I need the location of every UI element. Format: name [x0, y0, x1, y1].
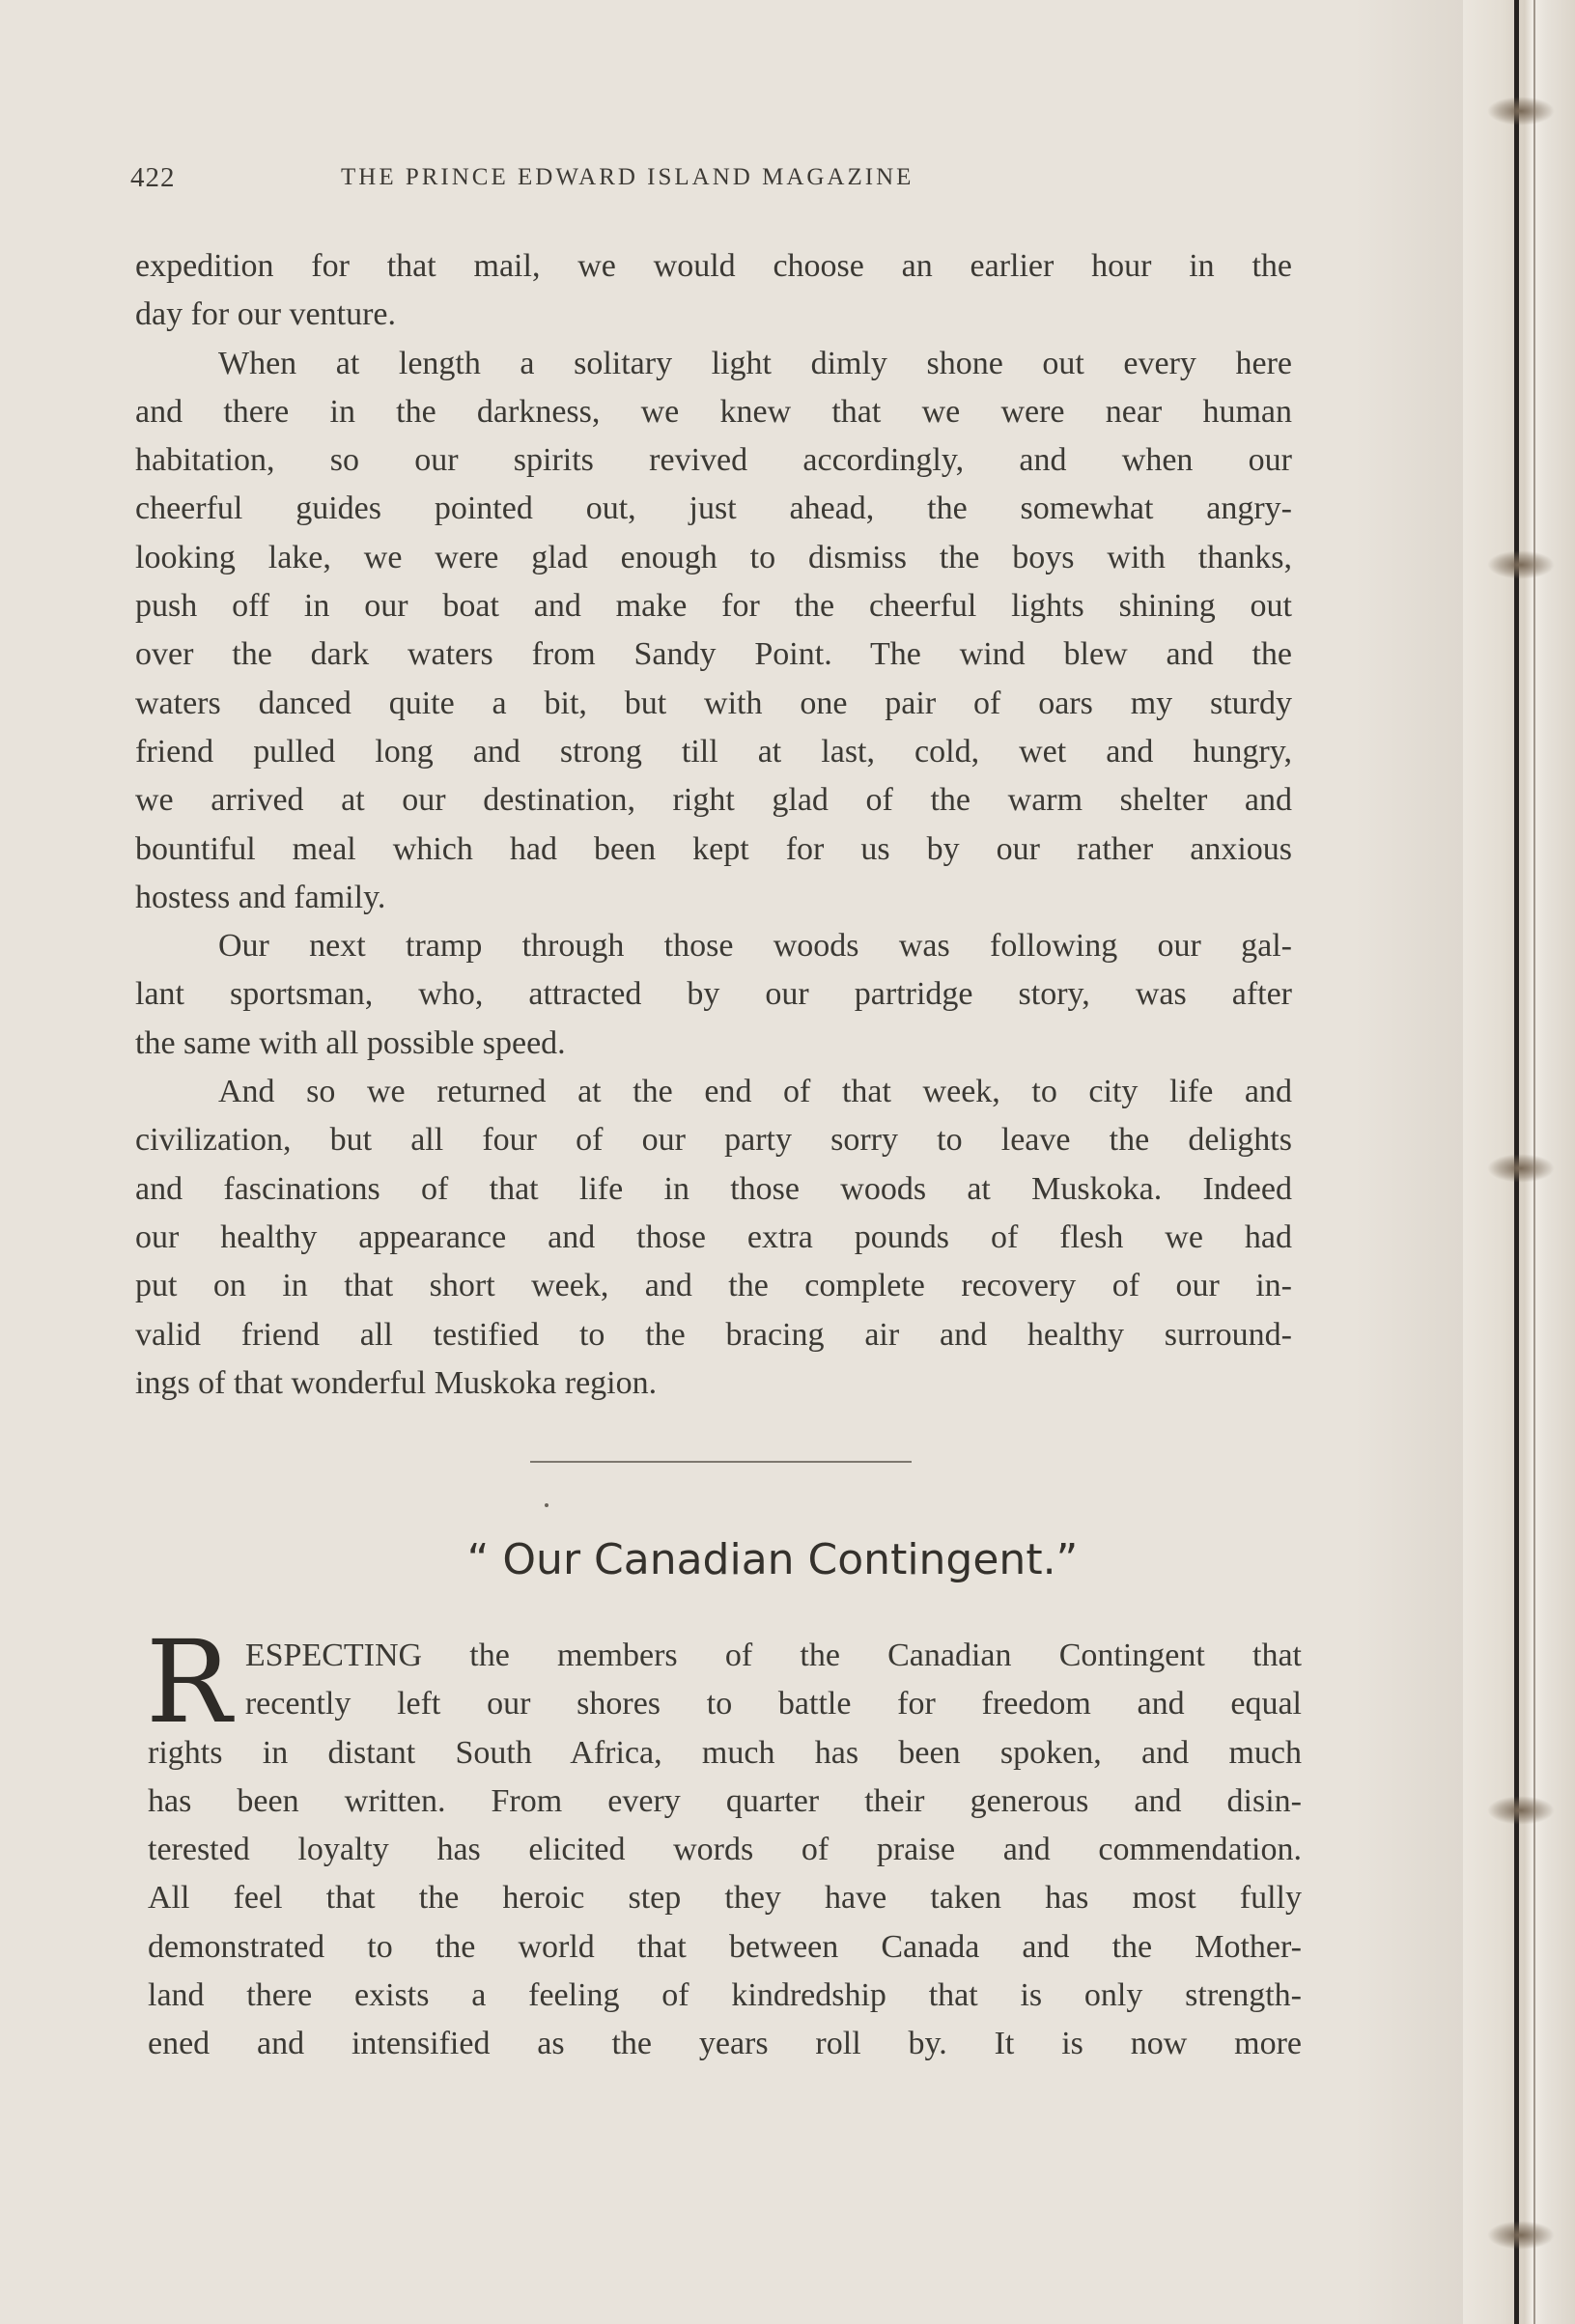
- text-line: When at length a solitary light dimly shone out every here: [218, 345, 1292, 381]
- running-title: THE PRINCE EDWARD ISLAND MAGAZINE: [341, 164, 914, 190]
- text-line: ESPECTING the members of the Canadian Contingent that: [244, 1638, 1302, 1673]
- binding-stitch: [1487, 1796, 1555, 1825]
- binding-stitch: [1487, 97, 1555, 126]
- divider-dot: [545, 1503, 548, 1507]
- text-line: put on in that short week, and the complete recovery of our in-: [135, 1268, 1292, 1304]
- text-line: and fascinations of that life in those woods at Muskoka. Indeed: [135, 1170, 1292, 1207]
- binding-stitch: [1487, 550, 1555, 579]
- text-line: ings of that wonderful Muskoka region.: [135, 1364, 658, 1401]
- text-line: demonstrated to the world that between Canada and the Mother-: [148, 1928, 1302, 1965]
- text-line: day for our venture.: [135, 296, 397, 333]
- text-line: waters danced quite a bit, but with one pair of oars my sturdy: [135, 685, 1292, 721]
- binding-stitch: [1487, 1154, 1555, 1183]
- text-line: over the dark waters from Sandy Point. The wind blew and the: [135, 636, 1292, 673]
- text-line: And so we returned at the end of that week, to city life and: [218, 1074, 1292, 1110]
- text-line: habitation, so our spirits revived accordingly, and when our: [135, 442, 1292, 479]
- text-line: friend pulled long and strong till at last, cold, wet and hungry,: [135, 733, 1292, 770]
- text-line: lant sportsman, who, attracted by our partridge story, was after: [135, 976, 1292, 1013]
- section-divider: [530, 1461, 912, 1463]
- text-line: has been written. From every quarter their generous and disin-: [148, 1782, 1302, 1819]
- text-line: rights in distant South Africa, much has been spoken, and much: [148, 1734, 1302, 1771]
- text-line: ened and intensified as the years roll by. It is now more: [148, 2026, 1302, 2062]
- text-line: valid friend all testified to the bracing air and healthy surround-: [135, 1316, 1292, 1353]
- text-line: our healthy appearance and those extra pounds of flesh we had: [135, 1218, 1292, 1255]
- text-line: hostess and family.: [135, 879, 386, 915]
- page-number: 422: [130, 162, 176, 193]
- text-line: expedition for that mail, we would choose an earlier hour in the: [135, 248, 1292, 284]
- text-line: the same with all possible speed.: [135, 1024, 566, 1061]
- text-line: civilization, but all four of our party sorry to leave the delights: [135, 1122, 1292, 1159]
- text-line: cheerful guides pointed out, just ahead, the somewhat angry-: [135, 490, 1292, 527]
- page-header: [130, 162, 1096, 201]
- text-line: we arrived at our destination, right glad of the warm shelter and: [135, 782, 1292, 819]
- text-line: All feel that the heroic step they have taken has most fully: [148, 1880, 1302, 1917]
- article-body: [146, 1615, 1302, 2069]
- text-line: Our next tramp through those woods was following our gal-: [218, 928, 1292, 965]
- text-line: recently left our shores to battle for freedom and equal: [244, 1686, 1302, 1722]
- text-line: terested loyalty has elicited words of praise and commendation.: [148, 1832, 1302, 1868]
- text-line: and there in the darkness, we knew that we were near human: [135, 393, 1292, 430]
- text-line: land there exists a feeling of kindredship that is only strength-: [148, 1977, 1302, 2014]
- text-line: bountiful meal which had been kept for us by our rather anxious: [135, 830, 1292, 867]
- text-line: looking lake, we were glad enough to dismiss the boys with thanks,: [135, 539, 1292, 575]
- drop-cap-letter: R: [146, 1615, 232, 1749]
- article-continuation: [135, 242, 1292, 1408]
- article-title: “ Our Canadian Contingent.”: [466, 1535, 1079, 1584]
- binding-stitch: [1487, 2221, 1555, 2250]
- text-line: push off in our boat and make for the cheerful lights shining out: [135, 588, 1292, 625]
